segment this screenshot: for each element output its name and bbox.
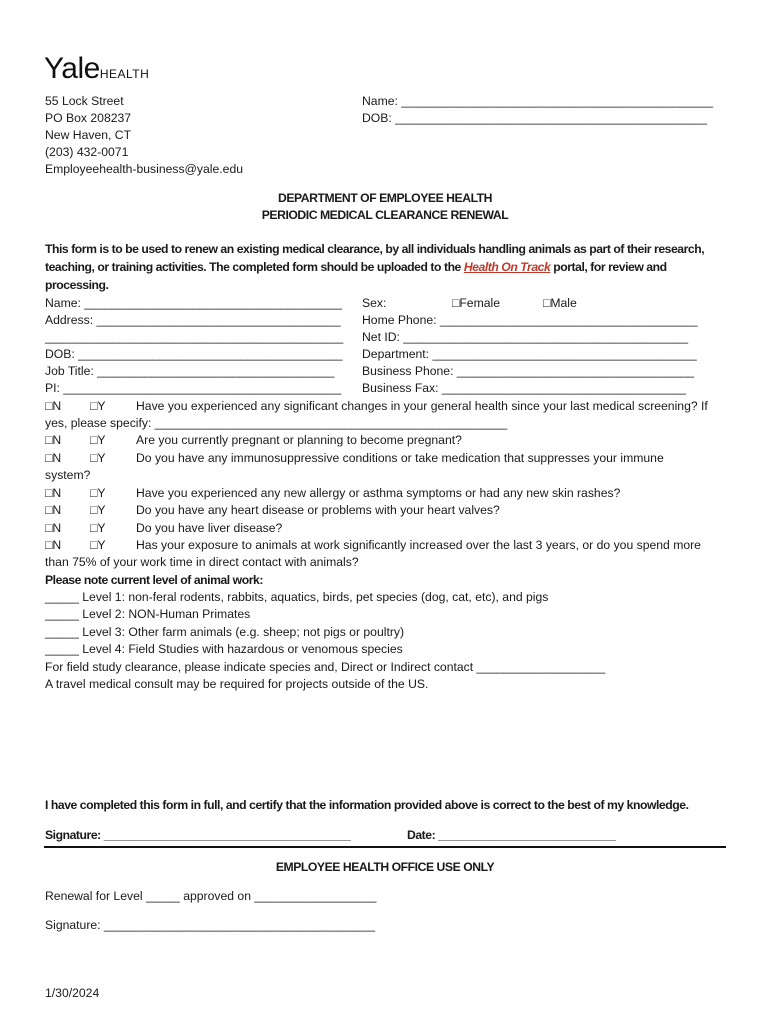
business-fax-field[interactable]: Business Fax: ____________________________________ <box>362 381 686 395</box>
logo-health-text: HEALTH <box>99 67 150 81</box>
q5-text: Do you have any heart disease or problems with your heart valves? <box>136 503 500 517</box>
business-phone-field[interactable]: Business Phone: ___________________________________ <box>362 364 695 378</box>
q3-text-cont: system? <box>45 468 91 482</box>
q6-yes-checkbox[interactable]: □Y <box>90 521 106 535</box>
divider-rule <box>44 846 726 848</box>
address-field-line-2[interactable]: ____________________________________________ <box>45 330 344 344</box>
q7-text-cont: than 75% of your work time in direct contact with animals? <box>45 555 359 569</box>
q6-text: Do you have liver disease? <box>136 521 283 535</box>
q2-text: Are you currently pregnant or planning to become pregnant? <box>136 433 462 447</box>
address-email: Employeehealth-business@yale.edu <box>45 162 244 176</box>
renewal-field[interactable]: Renewal for Level _____ approved on __________________ <box>45 889 377 903</box>
address-city: New Haven, CT <box>45 128 132 142</box>
yale-health-logo <box>44 52 149 86</box>
date-field[interactable]: Date: ____________________________ <box>407 828 616 842</box>
home-phone-field[interactable]: Home Phone: ______________________________________ <box>362 313 698 327</box>
q1-yes-checkbox[interactable]: □Y <box>90 399 106 413</box>
office-use-heading: EMPLOYEE HEALTH OFFICE USE ONLY <box>275 860 495 874</box>
q3-yes-checkbox[interactable]: □Y <box>90 451 106 465</box>
q7-text: Has your exposure to animals at work significantly increased over the last 3 years, or do you spend more <box>136 538 701 552</box>
top-name-field[interactable]: Name: ______________________________________________ <box>362 94 714 108</box>
q4-yes-checkbox[interactable]: □Y <box>90 486 106 500</box>
address-pobox: PO Box 208237 <box>45 111 132 125</box>
levels-heading: Please note current level of animal work: <box>45 573 263 587</box>
q1-text: Have you experienced any significant changes in your general health since your last medical screening? If <box>136 399 708 413</box>
department-field[interactable]: Department: _______________________________________ <box>362 347 697 361</box>
male-checkbox[interactable]: □Male <box>543 296 577 310</box>
address-block <box>45 93 243 178</box>
intro-line-2-post: portal, for review and <box>550 260 667 274</box>
level-4-item[interactable]: _____ Level 4: Field Studies with hazardous or venomous species <box>45 642 403 656</box>
address-phone: (203) 432-0071 <box>45 145 129 159</box>
logo-yale-text: Yale <box>44 52 100 85</box>
intro-line-2 <box>45 260 667 274</box>
q1-specify-field[interactable]: yes, please specify: ____________________________________________________ <box>45 416 508 430</box>
dob-field[interactable]: DOB: _______________________________________ <box>45 347 343 361</box>
form-title: PERIODIC MEDICAL CLEARANCE RENEWAL <box>261 208 509 222</box>
level-2-item[interactable]: _____ Level 2: NON-Human Primates <box>45 607 251 621</box>
office-signature-field[interactable]: Signature: ________________________________________ <box>45 918 376 932</box>
q6-no-checkbox[interactable]: □N <box>45 521 62 535</box>
intro-line-1: This form is to be used to renew an existing medical clearance, by all individuals handling animals as part of their research, <box>45 242 705 256</box>
pi-field[interactable]: PI: _________________________________________ <box>45 381 342 395</box>
q3-text: Do you have any immunosuppressive conditions or take medication that suppresses your immune <box>136 451 664 465</box>
net-id-field[interactable]: Net ID: __________________________________________ <box>362 330 688 344</box>
department-heading: DEPARTMENT OF EMPLOYEE HEALTH <box>278 191 492 205</box>
q3-no-checkbox[interactable]: □N <box>45 451 62 465</box>
intro-line-3: processing. <box>45 278 109 292</box>
job-title-field[interactable]: Job Title: ___________________________________ <box>45 364 335 378</box>
signature-field[interactable]: Signature: _______________________________________ <box>45 828 351 842</box>
health-on-track-link[interactable]: Health On Track <box>463 260 551 274</box>
q5-yes-checkbox[interactable]: □Y <box>90 503 106 517</box>
intro-line-2-pre: teaching, or training activities. The completed form should be uploaded to the <box>45 260 464 274</box>
name-field[interactable]: Name: ______________________________________ <box>45 296 342 310</box>
q2-no-checkbox[interactable]: □N <box>45 433 62 447</box>
level-1-item[interactable]: _____ Level 1: non-feral rodents, rabbits, aquatics, birds, pet species (dog, cat, etc), and pigs <box>45 590 549 604</box>
field-study-field[interactable]: For field study clearance, please indicate species and, Direct or Indirect contact ___________________ <box>45 660 606 674</box>
level-3-item[interactable]: _____ Level 3: Other farm animals (e.g. sheep; not pigs or poultry) <box>45 625 405 639</box>
sex-label: Sex: <box>362 296 387 310</box>
q4-text: Have you experienced any new allergy or asthma symptoms or had any new skin rashes? <box>136 486 621 500</box>
female-checkbox[interactable]: □Female <box>452 296 501 310</box>
q2-yes-checkbox[interactable]: □Y <box>90 433 106 447</box>
q7-no-checkbox[interactable]: □N <box>45 538 62 552</box>
certify-statement: I have completed this form in full, and certify that the information provided above is correct to the best of my knowledge. <box>45 798 689 812</box>
address-street: 55 Lock Street <box>45 94 124 108</box>
address-field[interactable]: Address: ____________________________________ <box>45 313 341 327</box>
footer-date: 1/30/2024 <box>45 986 100 1000</box>
q7-yes-checkbox[interactable]: □Y <box>90 538 106 552</box>
q1-no-checkbox[interactable]: □N <box>45 399 62 413</box>
q5-no-checkbox[interactable]: □N <box>45 503 62 517</box>
travel-note: A travel medical consult may be required for projects outside of the US. <box>45 677 429 691</box>
top-dob-field[interactable]: DOB: ______________________________________________ <box>362 111 707 125</box>
q4-no-checkbox[interactable]: □N <box>45 486 62 500</box>
